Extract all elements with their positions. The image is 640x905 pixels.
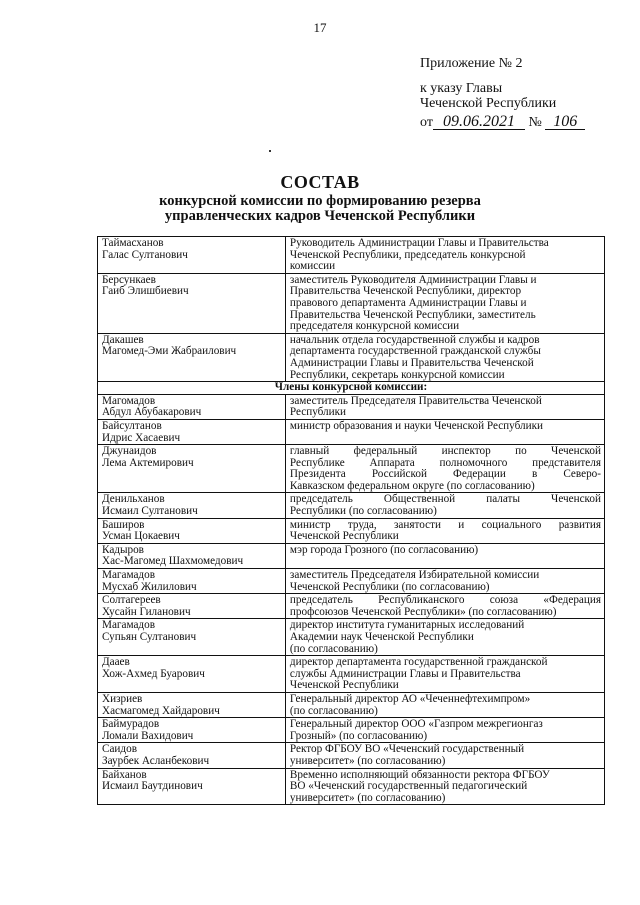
table-row xyxy=(98,718,605,743)
position-line: Администрации Главы и Правительства Чеченской xyxy=(289,356,534,369)
member-name xyxy=(98,569,286,594)
member-position xyxy=(285,394,604,419)
position-line: (по согласованию) xyxy=(289,642,378,655)
member-position xyxy=(285,656,604,693)
name-line: Денильханов xyxy=(102,493,165,506)
appendix-line-2: к указу Главы xyxy=(420,81,503,96)
position-line: Кавказском федеральном округе (по согласованию) xyxy=(289,479,535,492)
position-line: Чеченской Республики (по согласованию) xyxy=(289,580,490,593)
member-name xyxy=(98,656,286,693)
position-line: Чеченской Республики xyxy=(289,530,399,543)
appendix-line-1: Приложение № 2 xyxy=(420,56,523,71)
position-line: начальник отдела государственной службы и кадров xyxy=(289,333,540,346)
table-row xyxy=(98,273,605,333)
document-title: СОСТАВ xyxy=(280,172,360,192)
name-line: Таймасханов xyxy=(102,237,164,249)
member-position xyxy=(285,419,604,444)
member-name xyxy=(98,619,286,656)
position-line: Генеральный директор АО «Чеченнефтехимпром» xyxy=(289,692,531,705)
name-line: Байсултанов xyxy=(102,419,162,432)
member-position xyxy=(285,718,604,743)
name-line: Заурбек Асланбекович xyxy=(102,754,210,767)
position-line: заместитель Председателя Правительства Чеченской xyxy=(289,394,542,407)
member-position xyxy=(285,743,604,768)
member-name xyxy=(98,237,286,274)
member-name xyxy=(98,493,286,518)
subtitle-line-1: конкурсной комиссии по формированию резерва xyxy=(159,193,481,209)
position-line: университет» (по согласованию) xyxy=(289,754,446,767)
position-line: Грозный» (по согласованию) xyxy=(289,729,428,742)
position-line: Президента Российской Федерации в Северо- xyxy=(289,468,601,481)
position-line: заместитель Руководителя Администрации Главы и xyxy=(289,273,537,286)
page-number: 17 xyxy=(313,20,327,35)
member-position xyxy=(285,543,604,568)
position-line: главный федеральный инспектор по Чеченской xyxy=(289,445,601,458)
members-header-section xyxy=(98,382,605,395)
name-line: Байханов xyxy=(102,768,147,781)
position-line: Правительства Чеченской Республики, директор xyxy=(289,285,522,298)
name-line: Мусхаб Жилилович xyxy=(102,580,197,593)
position-line: службы Администрации Главы и Правительства xyxy=(289,667,521,680)
name-line: Лема Актемирович xyxy=(102,456,194,469)
position-line: Ректор ФГБОУ ВО «Чеченский государственный xyxy=(289,743,525,756)
position-line: министр образования и науки Чеченской Республики xyxy=(289,419,544,432)
document-subtitle xyxy=(0,194,640,224)
member-name xyxy=(98,692,286,717)
name-line: Гаиб Элишбиевич xyxy=(102,285,189,298)
table-row xyxy=(98,445,605,493)
name-line: Супьян Султанович xyxy=(102,631,197,643)
position-line: университет» (по согласованию) xyxy=(289,791,446,804)
position-line: Республики (по согласованию) xyxy=(289,505,437,518)
name-line: Баширов xyxy=(102,518,145,531)
name-line: Солтагереев xyxy=(102,594,161,607)
member-position xyxy=(285,692,604,717)
table-row xyxy=(98,518,605,543)
member-position xyxy=(285,273,604,333)
position-line: Академии наук Чеченской Республики xyxy=(289,631,474,643)
table-row xyxy=(98,656,605,693)
members-header-row xyxy=(98,382,605,395)
name-line: Ломали Вахидович xyxy=(102,729,194,742)
member-position xyxy=(285,333,604,381)
position-line: Республике Аппарата полномочного представителя xyxy=(289,456,601,469)
member-name xyxy=(98,768,286,805)
name-line: Магомед-Эми Жабраилович xyxy=(102,345,237,358)
member-position xyxy=(285,518,604,543)
table-row xyxy=(98,594,605,619)
position-line: профсоюзов Чеченской Республики» (по согласованию) xyxy=(289,605,557,618)
position-line: Чеченской Республики xyxy=(289,679,399,692)
commission-table xyxy=(97,236,605,805)
name-line: Усман Цокаевич xyxy=(102,530,180,543)
position-line: директор института гуманитарных исследований xyxy=(289,619,525,632)
table-row xyxy=(98,543,605,568)
position-line: Временно исполняющий обязанности ректора ФГБОУ xyxy=(289,768,550,781)
position-line: заместитель Председателя Избирательной комиссии xyxy=(289,569,540,582)
member-name xyxy=(98,743,286,768)
member-position xyxy=(285,445,604,493)
name-line: Галас Султанович xyxy=(102,248,188,261)
position-line: мэр города Грозного (по согласованию) xyxy=(289,543,479,556)
position-line: Правительства Чеченской Республики, заместитель xyxy=(289,308,536,321)
table-row xyxy=(98,394,605,419)
table-row xyxy=(98,692,605,717)
member-position xyxy=(285,619,604,656)
position-line: Руководитель Администрации Главы и Правительства xyxy=(289,237,549,249)
member-name xyxy=(98,445,286,493)
name-line: Хизриев xyxy=(102,692,143,705)
members-header: Члены конкурсной комиссии: xyxy=(98,382,605,395)
from-label: от xyxy=(420,115,433,130)
number-label: № xyxy=(528,115,542,130)
table-row xyxy=(98,333,605,381)
leaders-section xyxy=(98,237,605,382)
handwritten-date: 09.06.2021 xyxy=(433,115,525,130)
member-name xyxy=(98,543,286,568)
name-line: Хусайн Гиланович xyxy=(102,605,191,618)
members-section xyxy=(98,394,605,805)
position-line: Чеченской Республики, председатель конкурсной xyxy=(289,248,526,261)
appendix-line-3: Чеченской Республики xyxy=(420,96,557,111)
position-line: Республики, секретарь конкурсной комиссии xyxy=(289,368,505,381)
table-row xyxy=(98,237,605,274)
member-name xyxy=(98,333,286,381)
member-name xyxy=(98,518,286,543)
position-line: председатель Общественной палаты Чеченской xyxy=(289,493,601,506)
position-line: Республики xyxy=(289,406,347,419)
table-row xyxy=(98,619,605,656)
position-line: правового департамента Администрации Главы и xyxy=(289,296,527,309)
name-line: Дакашев xyxy=(102,333,144,346)
subtitle-line-2: управленческих кадров Чеченской Республики xyxy=(164,208,476,224)
member-position xyxy=(285,493,604,518)
name-line: Идрис Хасаевич xyxy=(102,431,181,444)
table-row xyxy=(98,419,605,444)
position-line: председателя конкурсной комиссии xyxy=(289,320,460,333)
name-line: Магамадов xyxy=(102,569,156,582)
table-row xyxy=(98,768,605,805)
name-line: Саидов xyxy=(102,743,137,756)
appendix-block xyxy=(420,56,585,130)
handwritten-number: 106 xyxy=(545,115,585,130)
name-line: Даaев xyxy=(102,656,130,669)
position-line: директор департамента государственной гражданской xyxy=(289,656,548,669)
decree-date-number xyxy=(420,115,585,130)
member-name xyxy=(98,594,286,619)
member-position xyxy=(285,768,604,805)
member-position xyxy=(285,569,604,594)
member-name xyxy=(98,273,286,333)
position-line: председатель Республиканского союза «Федерация xyxy=(289,594,601,607)
name-line: Хас-Магомед Шахмомедович xyxy=(102,555,244,568)
member-name xyxy=(98,394,286,419)
table-row xyxy=(98,493,605,518)
member-position xyxy=(285,594,604,619)
member-name xyxy=(98,419,286,444)
position-line: департамента государственной гражданской службы xyxy=(289,345,541,358)
table-row xyxy=(98,743,605,768)
name-line: Исмаил Баутдинович xyxy=(102,780,203,793)
member-name xyxy=(98,718,286,743)
name-line: Баймурадов xyxy=(102,718,160,731)
stray-dot xyxy=(269,150,271,152)
position-line: комиссии xyxy=(289,260,336,273)
position-line: Генеральный директор ООО «Газпром межрегионгаз xyxy=(289,718,543,731)
name-line: Хож-Ахмед Буарович xyxy=(102,667,205,680)
member-position xyxy=(285,237,604,274)
name-line: Берсункаев xyxy=(102,273,156,286)
position-line: ВО «Чеченский государственный педагогический xyxy=(289,780,528,793)
table-row xyxy=(98,569,605,594)
name-line: Джунаидов xyxy=(102,445,157,458)
name-line: Магомадов xyxy=(102,394,156,407)
name-line: Абдул Абубакарович xyxy=(102,406,202,419)
name-line: Исмаил Султанович xyxy=(102,505,198,518)
name-line: Кадыров xyxy=(102,543,144,556)
name-line: Хасмагомед Хайдарович xyxy=(102,704,220,717)
name-line: Магамадов xyxy=(102,619,156,632)
position-line: (по согласованию) xyxy=(289,704,378,717)
position-line: министр труда, занятости и социального развития xyxy=(289,518,601,531)
